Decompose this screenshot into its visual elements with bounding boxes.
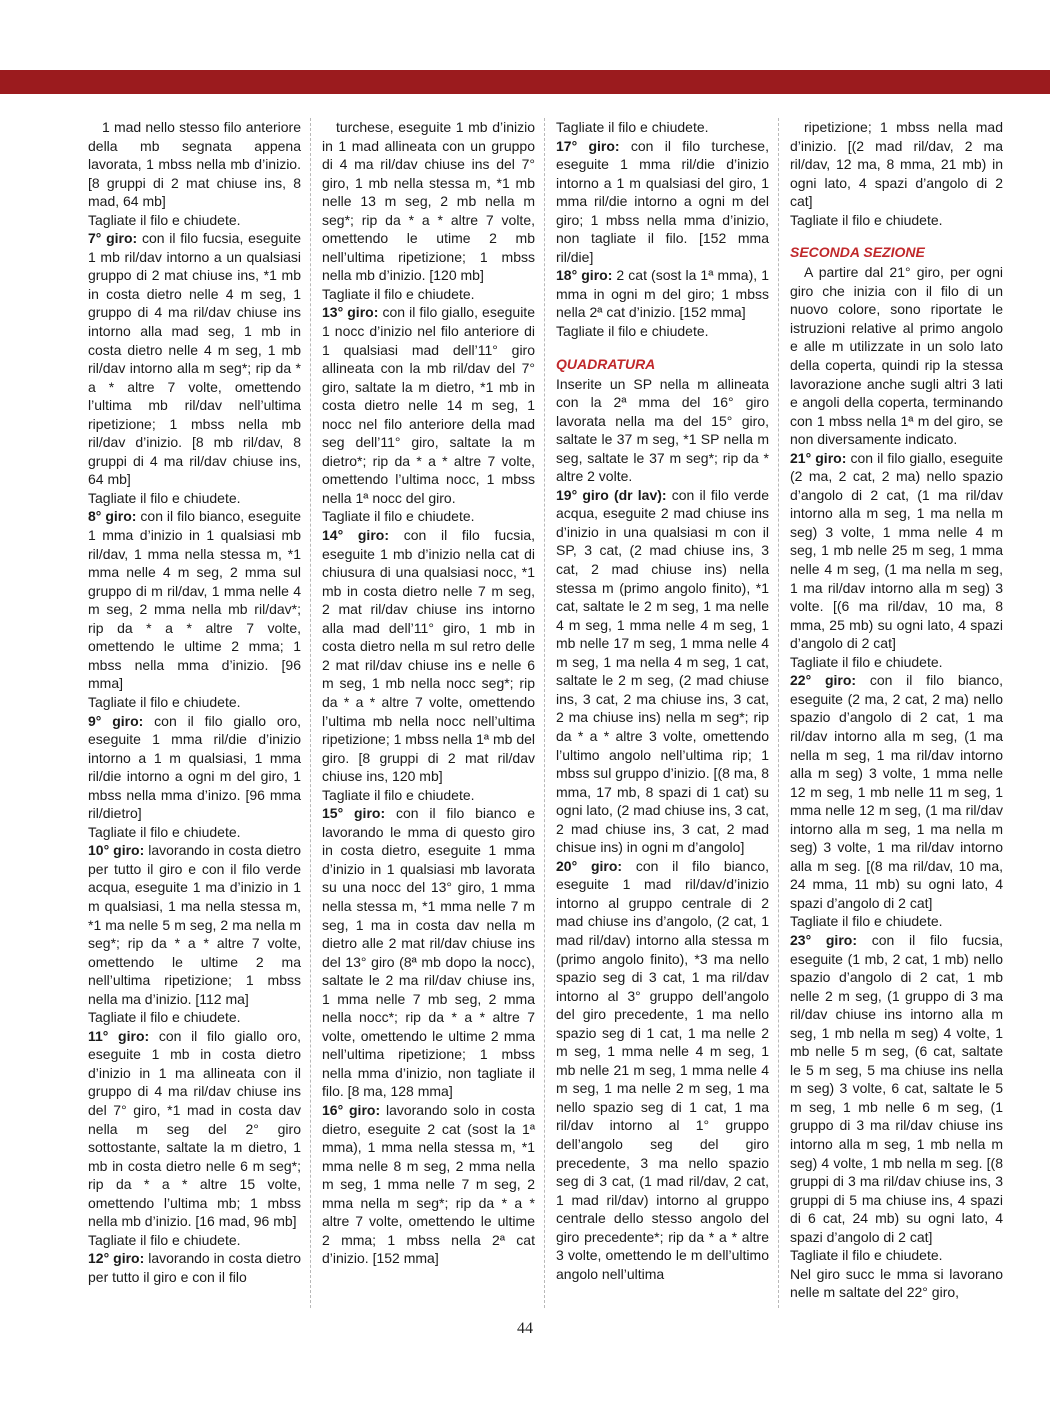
round-text: con il filo fucsia, eseguite (1 mb, 2 cat, 1 mb) nello spazio d’angolo di 2 cat, 1 mb nelle 2 m seg, (1 gruppo di 3 ma ril/dav chiuse ins intorno alla m seg, 1 mb nella m seg) 4 volte, 1 mb nelle 5 m seg, (6 cat, saltate le 5 m seg, 5 ma chiuse ins nella m seg) 3 volte, 6 cat, saltate le 5 m seg, 1 mb nelle 6 m seg, (1 gruppo di 3 ma ril/dav chiuse ins intorno alla m seg, 1 mb nella m seg) 4 volte, 1 mb nella m seg. [(8 gruppi di 3 ma ril/dav chiuse ins, 3 gruppi di 5 ma chiuse ins, 4 spazi di 6 cat, 24 mb) su ogni lato, 4 spazi d’angolo di 2 cat] bbox=[790, 931, 1003, 1245]
paragraph: ripetizione; 1 mbss nella mad d’inizio. [(2 mad ril/dav, 2 ma ril/dav, 12 ma, 8 mma, 21 mb) in ogni lato, 4 spazi d’angolo di 2 cat] bbox=[790, 119, 1003, 210]
round-label: 15° giro: bbox=[322, 805, 386, 822]
section-heading-quadratura: QUADRATURA bbox=[556, 355, 656, 372]
round-label: 14° giro: bbox=[322, 527, 389, 544]
round-label: 10° giro: bbox=[88, 842, 145, 859]
round-text: lavorando solo in costa dietro, eseguite 2 cat (sost la 1ª mma), 1 mma nella stessa m, *1 mma nelle 8 m seg, 2 mma nella m seg, 1 mma nelle 7 m seg, 2 mma nella m seg*; rip da * a * altre 7 volte, omettendo le ultime 2 mma; 1 mbss nella 2ª cat d’inizio. [152 mma] bbox=[322, 1101, 536, 1267]
paragraph: 1 mad nello stesso filo anteriore della mb segnata appena lavorata, 1 mbss nella mb d’inizio. [8 gruppi di 2 mat chiuse ins, 8 mad, 64 mb] bbox=[88, 119, 301, 210]
round-text: con il filo bianco e lavorando le mma di questo giro in costa dietro, eseguite 1 mma d’inizio in 1 qualsiasi mb lavorata su una nocc del 13° giro, 1 mma nella stessa m, *1 mma nelle 7 m seg, 1 ma in costa dav nella m dietro alle 2 mat ril/dav chiuse ins del 13° giro (8ª mb dopo la nocc), saltate le 2 ma ril/dav chiuse ins, 1 mma nelle 7 mb seg, 2 mma nella nocc*; rip da * a * altre 7 volte, omettendo le ultime 2 mma nell’ultima ripetizione; 1 mbss nella mma d’inizio, non tagliate il filo. [8 ma, 128 mma] bbox=[322, 805, 535, 1100]
round-21 bbox=[790, 449, 1003, 653]
paragraph: Tagliate il filo e chiudete. bbox=[88, 823, 241, 840]
paragraph: Nel giro succ le mma si lavorano nelle m saltate del 22° giro, bbox=[790, 1265, 1003, 1301]
paragraph: Tagliate il filo e chiudete. bbox=[88, 489, 241, 506]
paragraph: Tagliate il filo e chiudete. bbox=[88, 1009, 241, 1026]
round-text: lavorando in costa dietro per tutto il giro e con il filo bbox=[88, 1250, 301, 1285]
round-label: 18° giro: bbox=[556, 267, 613, 284]
column-2 bbox=[322, 118, 535, 1268]
round-8 bbox=[88, 507, 301, 692]
column-divider bbox=[778, 118, 779, 1308]
round-22 bbox=[790, 671, 1003, 912]
round-text: lavorando in costa dietro per tutto il giro e con il filo verde acqua, eseguite 1 ma d’inizio in 1 m qualsiasi, 1 ma nella stessa m, *1 ma nelle 5 m seg, 2 ma nella m seg*; rip da * a * altre 7 volte, omettendo le ultime 2 ma nell’ultima ripetizione; 1 mbss nella ma d’inizio. [112 ma] bbox=[88, 842, 301, 1007]
paragraph: Tagliate il filo e chiudete. bbox=[556, 323, 709, 340]
paragraph: Tagliate il filo e chiudete. bbox=[790, 211, 943, 228]
section-heading-seconda-sezione: SECONDA SEZIONE bbox=[790, 244, 925, 261]
round-text: con il filo giallo oro, eseguite 1 mb in costa dietro d’inizio in 1 ma allineata con il gruppo di 4 ma ril/dav chiuse ins del 7° giro, *1 mad in costa dav nella m seg del 2° giro sottostante, saltate la m dietro, 1 mb in costa dietro nelle 6 m seg*; rip da * a * altre 15 volte, omettendo l’ultima mb; 1 mbss nella mb d’inizio. [16 mad, 96 mb] bbox=[88, 1027, 301, 1230]
column-1 bbox=[88, 118, 301, 1286]
paragraph: Tagliate il filo e chiudete. bbox=[790, 1247, 943, 1264]
round-label: 13° giro: bbox=[322, 304, 379, 321]
round-text: con il filo giallo, eseguite (2 ma, 2 cat, 2 ma) nello spazio d’angolo di 2 cat, (1 ma ril/dav intorno alla m seg, 1 ma nella m seg) 3 volte, 1 mma nelle 4 m seg, 1 mb nelle 25 m seg, 1 mma nelle 4 m seg, (1 ma nella m seg, 1 ma ril/dav intorno alla m seg) 3 volte. [(6 ma ril/dav, 10 ma, 8 mma, 25 mb) su ogni lato, 4 spazi d’angolo di 2 cat] bbox=[790, 449, 1003, 652]
paragraph: A partire dal 21° giro, per ogni giro che inizia con il filo di un nuovo colore, sono riportate le istruzioni relative al primo angolo e alle m utilizzate in un solo lato della coperta, quindi rip la stessa lavorazione anche sugli altri 3 lati e angoli della coperta, terminando con 1 mbss nella 1ª m del giro, se non diversamente indicato. bbox=[790, 264, 1003, 448]
round-11 bbox=[88, 1027, 301, 1231]
round-13 bbox=[322, 303, 535, 507]
round-text: con il filo giallo oro, eseguite 1 mma ril/die d’inizio intorno a 1 m qualsiasi, 1 mma ril/die intorno a ogni m del giro, 1 mbss nella mma d’inizo. [96 mma ril/dietro] bbox=[88, 712, 301, 822]
paragraph: Tagliate il filo e chiudete. bbox=[322, 285, 475, 302]
round-text: con il filo bianco, eseguite (2 ma, 2 cat, 2 ma) nello spazio d’angolo di 2 cat, 1 ma ril/dav intorno alla m seg, (1 ma nella m seg, 1 ma ril/dav intorno alla m seg) 3 volte, 1 mma nelle 12 m seg, 1 mb nelle 11 m seg, 1 mma nelle 12 m seg, (1 ma ril/dav intorno alla m seg, 1 ma nella m seg) 3 volte, 1 ma ril/dav intorno alla m seg. [(8 ma ril/dav, 10 ma, 24 mma, 11 mb) su ogni lato, 4 spazi d’angolo di 2 cat] bbox=[790, 672, 1003, 911]
paragraph: Tagliate il filo e chiudete. bbox=[322, 786, 475, 803]
round-18 bbox=[556, 266, 769, 322]
round-text: con il filo verde acqua, eseguite 2 mad chiuse ins d’inizio in una qualsiasi m con il SP, 3 cat, (2 mad chiuse ins, 3 cat, 2 mad chiuse ins) nella stessa m (primo angolo finito), *1 cat, saltate le 2 m seg, 1 ma nelle 4 m seg, 1 mma nelle 4 m seg, 1 mb nelle 17 m seg, 1 mma nelle 4 m seg, 1 ma nella 4 m seg, 1 cat, saltate le 2 m seg, (2 mad chiuse ins, 3 cat, 2 ma chiuse ins, 3 cat, 2 ma chiuse ins) nella m seg*; rip da * a * altre 3 volte, omettendo l’ultimo angolo nell’ultima rip; 1 mbss sul gruppo d’inizio. [(8 ma, 8 mma, 17 mb, 8 spazi di 1 cat) su ogni lato, (2 mad chiuse ins, 3 cat, 2 mad chiuse ins, 3 cat, 2 mad chisue ins) in ogni m d’angolo] bbox=[556, 486, 769, 856]
paragraph: Tagliate il filo e chiudete. bbox=[322, 508, 475, 525]
column-4 bbox=[790, 118, 1003, 1302]
paragraph: turchese, eseguite 1 mb d’inizio in 1 mad allineata con un gruppo di 4 ma ril/dav chiuse ins del 7° giro, 1 mb nella stessa m, *1 mb nelle 13 m seg, 2 mb nella m seg*; rip da * a * altre 7 volte, omettendo le utime 2 mb nell’ultima ripetizione; 1 mbss nella mb d’inizio. [120 mb] bbox=[322, 119, 535, 284]
round-label: 20° giro: bbox=[556, 857, 623, 874]
round-label: 12° giro: bbox=[88, 1250, 145, 1267]
paragraph: Tagliate il filo e chiudete. bbox=[88, 211, 241, 228]
round-text: 2 cat (sost la 1ª mma), 1 mma in ogni m del giro; 1 mbss nella 2ª cat d’inizio. [152 mma] bbox=[556, 267, 769, 321]
round-label: 9° giro: bbox=[88, 712, 144, 729]
round-10 bbox=[88, 841, 301, 1008]
round-text: con il filo giallo, eseguite 1 nocc d’inizio nel filo anteriore di 1 qualsiasi mad dell’11° giro allineata con la mb ril/dav del 7° giro, saltate la m dietro, *1 mb in costa dietro nelle 14 m seg, 1 nocc nel filo anteriore della mad seg dell’11° giro, saltate la m dietro*; rip da * a * altre 7 volte, omettendo l’ultima nocc, 1 mbss nella 1ª nocc del giro. bbox=[322, 304, 535, 506]
round-14 bbox=[322, 526, 535, 786]
round-label: 23° giro: bbox=[790, 931, 857, 948]
round-15 bbox=[322, 804, 535, 1101]
round-9 bbox=[88, 712, 301, 823]
paragraph: Tagliate il filo e chiudete. bbox=[556, 119, 709, 135]
round-19 bbox=[556, 486, 769, 857]
round-20 bbox=[556, 857, 769, 1284]
round-label: 16° giro: bbox=[322, 1101, 381, 1118]
paragraph: Tagliate il filo e chiudete. bbox=[88, 693, 241, 710]
paragraph: Inserite un SP nella m allineata con la 2ª mma del 16° giro lavorata nella ma del 15° giro, saltate le 37 m seg, *1 SP nella m seg, saltate le 37 m seg*; rip da * altre 2 volte. bbox=[556, 375, 769, 485]
round-label: 8° giro: bbox=[88, 508, 137, 525]
round-label: 19° giro (dr lav): bbox=[556, 486, 667, 503]
paragraph: Tagliate il filo e chiudete. bbox=[790, 913, 943, 930]
round-label: 7° giro: bbox=[88, 230, 138, 247]
round-text: con il filo fucsia, eseguite 1 mb ril/dav intorno a un qualsiasi gruppo di 2 mat chiuse ins, *1 mb in costa dietro nelle 4 m seg, 1 gruppo di 4 ma ril/dav chiuse ins intorno alla mad seg, 1 mb in costa dietro nelle 4 m seg, 1 mb ril/dav intorno alla m seg*; rip da * a * altre 7 volte, omettendo l’ultima mb ril/dav nell’ultima ripetizione; 1 mbss nella mb ril/dav d’inizio. [8 mb ril/dav, 8 gruppi di 4 ma ril/dav chiuse ins, 64 mb] bbox=[88, 230, 301, 488]
column-3 bbox=[556, 118, 769, 1283]
column-divider bbox=[310, 118, 311, 1308]
column-divider bbox=[544, 118, 545, 1308]
round-23 bbox=[790, 931, 1003, 1246]
header-bar bbox=[0, 70, 1050, 94]
round-label: 17° giro: bbox=[556, 137, 620, 154]
round-16 bbox=[322, 1101, 535, 1268]
round-text: con il filo bianco, eseguite 1 mma d’inizio in 1 qualsiasi mb ril/dav, 1 mma nella stessa m, *1 mma nelle 4 m seg, 2 mma sul gruppo di m ril/dav, 1 mma nelle 4 m seg, 2 mma nella mb ril/dav*; rip da * a * altre 7 volte, omettendo le ultime 2 mma; 1 mbss nella mma d’inizio. [96 mma] bbox=[88, 508, 301, 692]
round-7 bbox=[88, 229, 301, 489]
round-17 bbox=[556, 137, 769, 267]
round-label: 22° giro: bbox=[790, 672, 857, 689]
round-text: con il filo turchese, eseguite 1 mma ril/die d’inizio intorno a 1 m qualsiasi del giro, 1 mma ril/die intorno a ogni m del giro; 1 mbss nella mma d’inizio, non tagliate il filo. [152 mma ril/die] bbox=[556, 137, 769, 265]
round-text: con il filo fucsia, eseguite 1 mb d’inizio nella cat di chiusura di una qualsiasi nocc, *1 mb in costa dietro nelle 7 m seg, 2 mat ril/dav chiuse ins intorno alla mad dell’11° giro, 1 mb in costa dietro nella m sul retro delle 2 mat ril/dav chiuse ins e nelle 6 m seg, 1 mb nella nocc seg*; rip da * a * altre 7 volte, omettendo l’ultima mb nella nocc nell’ultima ripetizione; 1 mbss nella 1ª mb del giro. [8 gruppi di 2 mat ril/dav chiuse ins, 120 mb] bbox=[322, 527, 535, 785]
paragraph: Tagliate il filo e chiudete. bbox=[88, 1231, 241, 1248]
paragraph: Tagliate il filo e chiudete. bbox=[790, 653, 943, 670]
round-label: 11° giro: bbox=[88, 1027, 150, 1044]
round-12 bbox=[88, 1249, 301, 1286]
page-number: 44 bbox=[517, 1320, 533, 1337]
round-label: 21° giro: bbox=[790, 449, 847, 466]
round-text: con il filo bianco, eseguite 1 mad ril/dav/d’inizio intorno al gruppo centrale di 2 mad chiuse ins d’angolo, (2 cat, 1 mad ril/dav) intorno alla stessa m (primo angolo finito), *3 ma nello spazio seg di 3 cat, 1 ma ril/dav intorno al 3° gruppo dell’angolo del giro precedente, 1 ma nello spazio seg di 1 cat, 1 ma nelle 2 m seg, 1 mma nelle 4 m seg, 1 mb nelle 21 m seg, 1 mma nelle 4 m seg, 1 ma nelle 2 m seg, 1 ma nello spazio seg di 1 cat, 1 ma ril/dav intorno al 1° gruppo dell’angolo seg del giro precedente, 3 ma nello spazio seg di 3 cat, (1 mad ril/dav, 2 cat, 1 mad ril/dav) intorno al gruppo centrale dello stesso angolo del giro precedente*; rip da * a * altre 3 volte, omettendo le m dell’ultimo angolo nell’ultima bbox=[556, 857, 769, 1282]
